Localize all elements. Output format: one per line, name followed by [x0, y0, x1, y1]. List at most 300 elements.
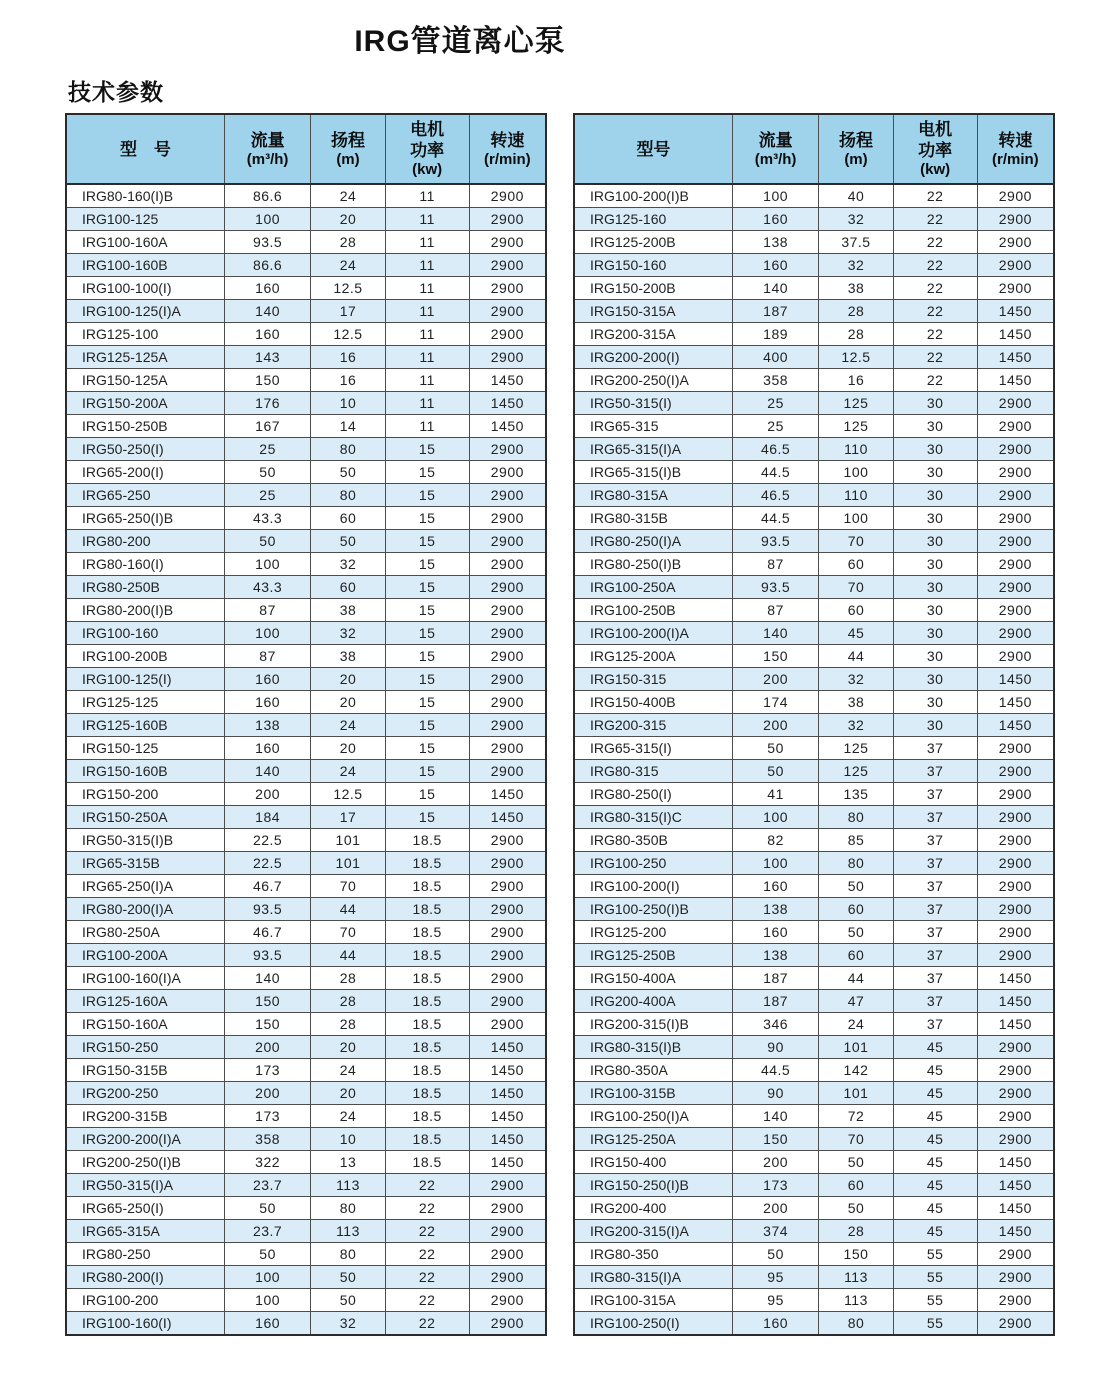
value-cell: 2900: [469, 921, 546, 944]
value-cell: 70: [819, 530, 893, 553]
value-cell: 50: [311, 1289, 385, 1312]
model-cell: IRG65-315(I)A: [574, 438, 732, 461]
table-row: [66, 599, 546, 622]
value-cell: 82: [732, 829, 818, 852]
table-row: [66, 1312, 546, 1336]
value-cell: 150: [224, 369, 310, 392]
table-row: [574, 645, 1054, 668]
table-row: [66, 806, 546, 829]
value-cell: 2900: [977, 415, 1054, 438]
value-cell: 15: [385, 484, 469, 507]
model-cell: IRG125-125: [66, 691, 224, 714]
table-row: [574, 990, 1054, 1013]
model-cell: IRG150-160B: [66, 760, 224, 783]
value-cell: 2900: [977, 1312, 1054, 1336]
table-row: [574, 622, 1054, 645]
value-cell: 18.5: [385, 990, 469, 1013]
model-cell: IRG125-200: [574, 921, 732, 944]
value-cell: 2900: [977, 737, 1054, 760]
model-cell: IRG150-200A: [66, 392, 224, 415]
value-cell: 150: [732, 645, 818, 668]
table-row: [574, 1174, 1054, 1197]
table-row: [574, 1105, 1054, 1128]
table-row: [574, 898, 1054, 921]
model-cell: IRG200-315B: [66, 1105, 224, 1128]
value-cell: 44.5: [732, 461, 818, 484]
value-cell: 22: [385, 1243, 469, 1266]
value-cell: 70: [819, 1128, 893, 1151]
model-cell: IRG80-350B: [574, 829, 732, 852]
column-header: 转速 (r/min): [977, 114, 1054, 184]
value-cell: 2900: [469, 1289, 546, 1312]
value-cell: 2900: [469, 1312, 546, 1336]
value-cell: 16: [819, 369, 893, 392]
value-cell: 2900: [469, 184, 546, 208]
value-cell: 18.5: [385, 898, 469, 921]
value-cell: 101: [819, 1036, 893, 1059]
model-cell: IRG100-200(I)A: [574, 622, 732, 645]
model-cell: IRG100-200(I): [574, 875, 732, 898]
table-row: [66, 783, 546, 806]
model-cell: IRG200-315: [574, 714, 732, 737]
value-cell: 37: [893, 783, 977, 806]
value-cell: 46.5: [732, 484, 818, 507]
column-header: 电机 功率 (kw): [893, 114, 977, 184]
value-cell: 160: [224, 277, 310, 300]
value-cell: 45: [893, 1151, 977, 1174]
table-row: [66, 530, 546, 553]
value-cell: 187: [732, 990, 818, 1013]
table-row: [66, 875, 546, 898]
value-cell: 15: [385, 691, 469, 714]
value-cell: 160: [732, 1312, 818, 1336]
value-cell: 80: [819, 1312, 893, 1336]
value-cell: 15: [385, 438, 469, 461]
table-row: [574, 1036, 1054, 1059]
model-cell: IRG200-200(I)A: [66, 1128, 224, 1151]
value-cell: 46.7: [224, 921, 310, 944]
table-row: [574, 1013, 1054, 1036]
value-cell: 160: [732, 208, 818, 231]
value-cell: 44: [819, 967, 893, 990]
model-cell: IRG65-315(I)B: [574, 461, 732, 484]
value-cell: 55: [893, 1312, 977, 1336]
model-cell: IRG200-250(I)A: [574, 369, 732, 392]
value-cell: 1450: [469, 806, 546, 829]
value-cell: 45: [893, 1082, 977, 1105]
model-cell: IRG150-400B: [574, 691, 732, 714]
value-cell: 2900: [977, 622, 1054, 645]
value-cell: 2900: [977, 1105, 1054, 1128]
value-cell: 30: [893, 622, 977, 645]
value-cell: 44.5: [732, 1059, 818, 1082]
value-cell: 138: [732, 231, 818, 254]
value-cell: 2900: [469, 323, 546, 346]
value-cell: 160: [732, 875, 818, 898]
column-header: 扬程 (m): [819, 114, 893, 184]
value-cell: 1450: [469, 415, 546, 438]
table-row: [66, 1105, 546, 1128]
model-cell: IRG100-160A: [66, 231, 224, 254]
value-cell: 30: [893, 530, 977, 553]
table-row: [66, 231, 546, 254]
model-cell: IRG150-250A: [66, 806, 224, 829]
value-cell: 1450: [469, 1059, 546, 1082]
value-cell: 15: [385, 737, 469, 760]
model-cell: IRG100-250(I)B: [574, 898, 732, 921]
model-cell: IRG125-200B: [574, 231, 732, 254]
model-cell: IRG125-160B: [66, 714, 224, 737]
value-cell: 187: [732, 300, 818, 323]
table-row: [66, 898, 546, 921]
value-cell: 22.5: [224, 829, 310, 852]
model-cell: IRG150-125A: [66, 369, 224, 392]
value-cell: 37: [893, 829, 977, 852]
value-cell: 140: [732, 622, 818, 645]
value-cell: 184: [224, 806, 310, 829]
value-cell: 2900: [977, 231, 1054, 254]
value-cell: 2900: [977, 760, 1054, 783]
specs-table-left: [65, 113, 547, 1336]
value-cell: 100: [819, 507, 893, 530]
value-cell: 18.5: [385, 1036, 469, 1059]
table-row: [66, 484, 546, 507]
table-row: [574, 461, 1054, 484]
table-row: [574, 783, 1054, 806]
table-row: [574, 231, 1054, 254]
value-cell: 15: [385, 461, 469, 484]
value-cell: 125: [819, 760, 893, 783]
value-cell: 167: [224, 415, 310, 438]
model-cell: IRG80-315(I)B: [574, 1036, 732, 1059]
value-cell: 140: [732, 1105, 818, 1128]
value-cell: 28: [819, 1220, 893, 1243]
value-cell: 90: [732, 1082, 818, 1105]
model-cell: IRG80-250(I): [574, 783, 732, 806]
model-cell: IRG200-250(I)B: [66, 1151, 224, 1174]
model-cell: IRG200-250: [66, 1082, 224, 1105]
value-cell: 12.5: [311, 277, 385, 300]
value-cell: 2900: [469, 714, 546, 737]
value-cell: 30: [893, 461, 977, 484]
value-cell: 374: [732, 1220, 818, 1243]
value-cell: 2900: [469, 1243, 546, 1266]
value-cell: 2900: [977, 438, 1054, 461]
table-row: [66, 852, 546, 875]
value-cell: 2900: [469, 990, 546, 1013]
value-cell: 38: [311, 645, 385, 668]
value-cell: 50: [224, 1197, 310, 1220]
table-row: [66, 1151, 546, 1174]
model-cell: IRG100-125(I): [66, 668, 224, 691]
value-cell: 10: [311, 1128, 385, 1151]
model-cell: IRG65-315B: [66, 852, 224, 875]
table-row: [66, 967, 546, 990]
value-cell: 20: [311, 737, 385, 760]
value-cell: 2900: [469, 898, 546, 921]
value-cell: 1450: [977, 967, 1054, 990]
model-cell: IRG125-250A: [574, 1128, 732, 1151]
value-cell: 100: [224, 622, 310, 645]
value-cell: 2900: [977, 875, 1054, 898]
value-cell: 15: [385, 760, 469, 783]
value-cell: 1450: [977, 1197, 1054, 1220]
value-cell: 24: [311, 760, 385, 783]
value-cell: 37: [893, 967, 977, 990]
model-cell: IRG65-315A: [66, 1220, 224, 1243]
value-cell: 22: [385, 1220, 469, 1243]
value-cell: 2900: [977, 645, 1054, 668]
value-cell: 100: [819, 461, 893, 484]
value-cell: 86.6: [224, 254, 310, 277]
value-cell: 12.5: [311, 783, 385, 806]
value-cell: 2900: [469, 829, 546, 852]
value-cell: 30: [893, 668, 977, 691]
value-cell: 50: [224, 1243, 310, 1266]
table-row: [574, 1220, 1054, 1243]
table-row: [574, 254, 1054, 277]
table-row: [574, 415, 1054, 438]
value-cell: 46.5: [732, 438, 818, 461]
model-cell: IRG200-315A: [574, 323, 732, 346]
value-cell: 150: [224, 990, 310, 1013]
value-cell: 160: [732, 254, 818, 277]
table-row: [574, 576, 1054, 599]
value-cell: 135: [819, 783, 893, 806]
value-cell: 2900: [977, 898, 1054, 921]
value-cell: 100: [732, 184, 818, 208]
table-row: [574, 1266, 1054, 1289]
value-cell: 60: [311, 507, 385, 530]
value-cell: 50: [311, 461, 385, 484]
value-cell: 173: [224, 1105, 310, 1128]
value-cell: 55: [893, 1266, 977, 1289]
value-cell: 160: [224, 691, 310, 714]
value-cell: 25: [224, 438, 310, 461]
value-cell: 22: [893, 208, 977, 231]
value-cell: 100: [224, 1266, 310, 1289]
value-cell: 18.5: [385, 944, 469, 967]
value-cell: 50: [732, 1243, 818, 1266]
model-cell: IRG80-250: [66, 1243, 224, 1266]
model-cell: IRG65-200(I): [66, 461, 224, 484]
value-cell: 18.5: [385, 921, 469, 944]
value-cell: 80: [311, 1243, 385, 1266]
column-header: 流量 (m³/h): [732, 114, 818, 184]
value-cell: 100: [732, 806, 818, 829]
table-row: [66, 668, 546, 691]
model-cell: IRG150-200: [66, 783, 224, 806]
value-cell: 24: [311, 714, 385, 737]
value-cell: 160: [224, 323, 310, 346]
value-cell: 1450: [469, 1151, 546, 1174]
model-cell: IRG100-250(I)A: [574, 1105, 732, 1128]
value-cell: 22: [893, 277, 977, 300]
value-cell: 22: [893, 300, 977, 323]
page-title: IRG管道离心泵: [354, 25, 566, 58]
value-cell: 30: [893, 553, 977, 576]
value-cell: 110: [819, 484, 893, 507]
value-cell: 25: [732, 392, 818, 415]
value-cell: 2900: [977, 1266, 1054, 1289]
model-cell: IRG65-250(I)B: [66, 507, 224, 530]
value-cell: 37: [893, 990, 977, 1013]
value-cell: 18.5: [385, 1059, 469, 1082]
table-row: [574, 530, 1054, 553]
value-cell: 18.5: [385, 852, 469, 875]
model-cell: IRG150-400: [574, 1151, 732, 1174]
table-row: [574, 507, 1054, 530]
value-cell: 14: [311, 415, 385, 438]
value-cell: 22: [893, 369, 977, 392]
value-cell: 138: [224, 714, 310, 737]
model-cell: IRG80-315(I)C: [574, 806, 732, 829]
value-cell: 1450: [469, 1128, 546, 1151]
value-cell: 1450: [469, 1105, 546, 1128]
value-cell: 11: [385, 254, 469, 277]
table-row: [574, 691, 1054, 714]
value-cell: 80: [819, 852, 893, 875]
table-row: [66, 760, 546, 783]
column-header: 型 号: [66, 114, 224, 184]
value-cell: 90: [732, 1036, 818, 1059]
value-cell: 160: [224, 1312, 310, 1336]
model-cell: IRG65-315(I): [574, 737, 732, 760]
table-row: [66, 208, 546, 231]
value-cell: 2900: [469, 645, 546, 668]
value-cell: 2900: [977, 783, 1054, 806]
value-cell: 18.5: [385, 875, 469, 898]
value-cell: 37: [893, 737, 977, 760]
table-row: [574, 760, 1054, 783]
value-cell: 24: [311, 1059, 385, 1082]
value-cell: 160: [732, 921, 818, 944]
value-cell: 1450: [469, 369, 546, 392]
value-cell: 22: [385, 1266, 469, 1289]
model-cell: IRG80-350: [574, 1243, 732, 1266]
value-cell: 1450: [977, 369, 1054, 392]
value-cell: 1450: [977, 1174, 1054, 1197]
value-cell: 25: [224, 484, 310, 507]
value-cell: 44.5: [732, 507, 818, 530]
value-cell: 87: [224, 599, 310, 622]
value-cell: 43.3: [224, 507, 310, 530]
value-cell: 37: [893, 760, 977, 783]
model-cell: IRG80-315: [574, 760, 732, 783]
value-cell: 160: [224, 737, 310, 760]
value-cell: 45: [893, 1174, 977, 1197]
value-cell: 15: [385, 553, 469, 576]
column-header: 型号: [574, 114, 732, 184]
value-cell: 125: [819, 737, 893, 760]
value-cell: 93.5: [224, 231, 310, 254]
model-cell: IRG200-200(I): [574, 346, 732, 369]
model-cell: IRG150-315B: [66, 1059, 224, 1082]
model-cell: IRG125-160: [574, 208, 732, 231]
value-cell: 2900: [469, 737, 546, 760]
table-row: [574, 921, 1054, 944]
table-row: [66, 277, 546, 300]
value-cell: 32: [819, 254, 893, 277]
value-cell: 2900: [469, 277, 546, 300]
value-cell: 32: [311, 622, 385, 645]
model-cell: IRG150-315: [574, 668, 732, 691]
value-cell: 50: [311, 530, 385, 553]
value-cell: 18.5: [385, 967, 469, 990]
value-cell: 11: [385, 369, 469, 392]
value-cell: 28: [311, 231, 385, 254]
table-row: [66, 691, 546, 714]
value-cell: 1450: [977, 1013, 1054, 1036]
table-row: [574, 323, 1054, 346]
value-cell: 22: [893, 184, 977, 208]
value-cell: 38: [311, 599, 385, 622]
table-row: [66, 829, 546, 852]
value-cell: 15: [385, 599, 469, 622]
model-cell: IRG200-315(I)B: [574, 1013, 732, 1036]
value-cell: 2900: [469, 484, 546, 507]
model-cell: IRG125-250B: [574, 944, 732, 967]
model-cell: IRG100-125(I)A: [66, 300, 224, 323]
value-cell: 1450: [977, 1151, 1054, 1174]
table-row: [66, 1243, 546, 1266]
value-cell: 80: [819, 806, 893, 829]
value-cell: 125: [819, 415, 893, 438]
table-row: [66, 1036, 546, 1059]
model-cell: IRG150-400A: [574, 967, 732, 990]
value-cell: 38: [819, 691, 893, 714]
value-cell: 2900: [469, 300, 546, 323]
value-cell: 11: [385, 415, 469, 438]
value-cell: 2900: [469, 507, 546, 530]
value-cell: 23.7: [224, 1174, 310, 1197]
value-cell: 93.5: [224, 898, 310, 921]
value-cell: 2900: [469, 576, 546, 599]
table-row: [574, 714, 1054, 737]
value-cell: 38: [819, 277, 893, 300]
model-cell: IRG150-200B: [574, 277, 732, 300]
table-row: [66, 645, 546, 668]
table-row: [66, 1174, 546, 1197]
value-cell: 2900: [469, 622, 546, 645]
value-cell: 400: [732, 346, 818, 369]
model-cell: IRG100-160: [66, 622, 224, 645]
table-row: [574, 806, 1054, 829]
value-cell: 37: [893, 944, 977, 967]
model-cell: IRG125-125A: [66, 346, 224, 369]
table-row: [66, 392, 546, 415]
table-row: [574, 1197, 1054, 1220]
table-row: [66, 1128, 546, 1151]
value-cell: 23.7: [224, 1220, 310, 1243]
value-cell: 25: [732, 415, 818, 438]
value-cell: 30: [893, 392, 977, 415]
table-row: [574, 484, 1054, 507]
table-row: [66, 1059, 546, 1082]
model-cell: IRG65-250: [66, 484, 224, 507]
value-cell: 2900: [977, 208, 1054, 231]
value-cell: 18.5: [385, 1082, 469, 1105]
value-cell: 28: [819, 323, 893, 346]
value-cell: 22: [385, 1289, 469, 1312]
value-cell: 113: [311, 1174, 385, 1197]
table-row: [574, 944, 1054, 967]
model-cell: IRG50-315(I): [574, 392, 732, 415]
value-cell: 87: [224, 645, 310, 668]
value-cell: 37: [893, 921, 977, 944]
model-cell: IRG150-315A: [574, 300, 732, 323]
model-cell: IRG150-160: [574, 254, 732, 277]
